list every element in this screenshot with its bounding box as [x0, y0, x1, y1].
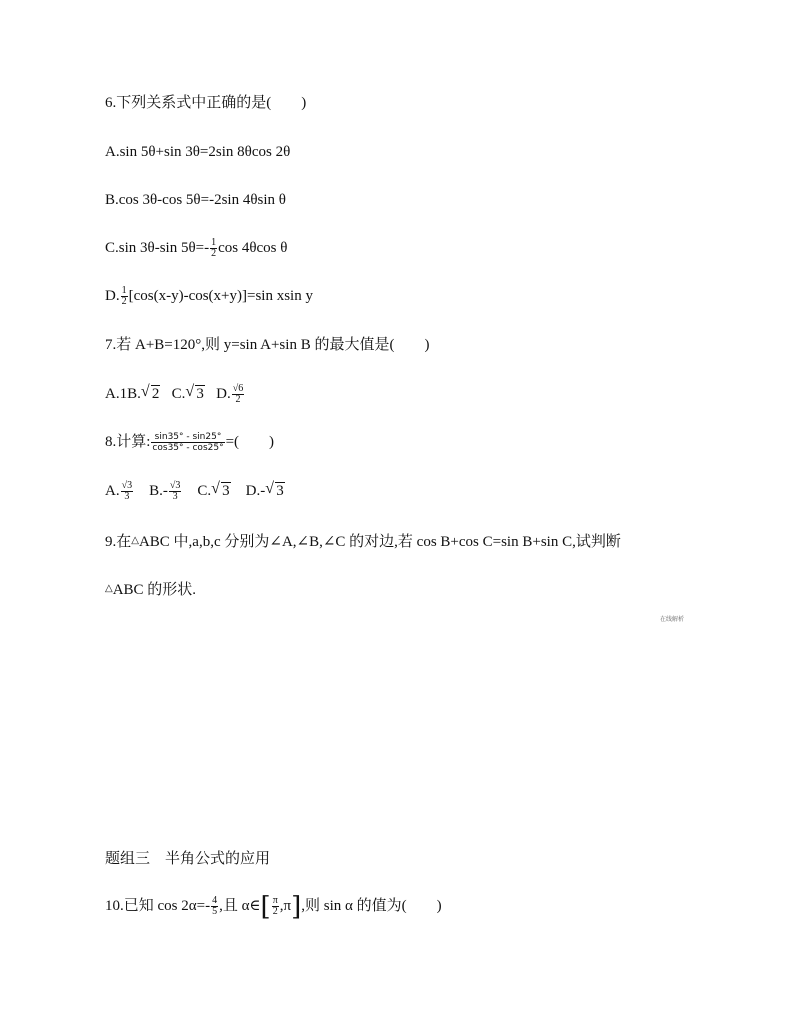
q10-fraction: $\frac{4}{5}$ [212, 895, 218, 918]
q6-c-den: 2 [211, 248, 217, 260]
section-title: 题组三 半角公式的应用 [105, 849, 271, 867]
q9-line1 [105, 531, 621, 552]
q7-option-c: C. [171, 386, 186, 402]
q7-b-sqrt: √ 2 [140, 383, 160, 402]
q6-d-fraction [121, 286, 128, 307]
q8-stem-post: =( ) [225, 434, 275, 450]
q10-stem [105, 892, 442, 922]
q8-den: cos35° - cos25° [152, 443, 224, 454]
q10-post: ,则 sin α 的值为( ) [301, 898, 442, 914]
q6-d-den: 2 [121, 296, 127, 308]
q6-stem: 6.下列关系式中正确的是( ) [105, 95, 307, 111]
q8-a-fraction: $\frac{√3}{3}$ [121, 480, 133, 503]
q8-options [105, 481, 285, 502]
q6-c-num: 1 [211, 237, 217, 249]
q7-d-fraction: $\frac{√6}{2}$ [232, 383, 244, 406]
q6-option-c [105, 238, 287, 259]
q9-text2: ABC 的形状. [112, 582, 197, 598]
q8-stem [105, 432, 274, 453]
q7-c-sqrt: √ 3 [185, 383, 204, 402]
watermark-label: 在线解析 [660, 616, 685, 623]
q9-pre: 9.在 [105, 534, 132, 550]
q6-d-post: [cos(x-y)-cos(x+y)]=sin xsin y [128, 288, 313, 304]
q7-stem: 7.若 A+B=120°,则 y=sin A+sin B 的最大值是( ) [105, 337, 430, 353]
q6-c-post: cos 4θcos θ [218, 240, 288, 256]
q6-d-pre: D. [105, 288, 120, 304]
q8-option-d: D.- [245, 483, 266, 499]
q10-interval-fraction: $\frac{\pi}{2}$ [272, 895, 278, 918]
q10-pre: 10.已知 cos 2α=- [105, 898, 211, 914]
q8-d-sqrt: √ 3 [265, 480, 284, 499]
q6-option-d [105, 286, 313, 307]
q8-b-fraction: $\frac{√3}{3}$ [169, 480, 181, 503]
q9-text1: ABC 中,a,b,c 分别为∠A,∠B,∠C 的对边,若 cos B+cos C=sin B+sin C,试判断 [138, 534, 621, 550]
q7-option-a: A.1 [105, 386, 128, 402]
q6-d-num: 1 [121, 285, 127, 297]
q10-interval-post: ,π [279, 898, 292, 914]
q8-option-c: C. [197, 483, 212, 499]
q9-line2 [105, 579, 196, 600]
right-bracket-icon: ] [291, 892, 302, 922]
q8-fraction [151, 432, 224, 453]
q6-c-fraction [210, 238, 217, 259]
q7-option-d: D. [216, 386, 231, 402]
q6-c-pre: C.sin 3θ-sin 5θ=- [105, 240, 210, 256]
q8-c-sqrt: √ 3 [211, 480, 230, 499]
q7-option-b: B. [127, 386, 141, 402]
q10-mid: ,且 α∈ [219, 898, 261, 914]
q8-option-a: A. [105, 483, 120, 499]
q8-stem-pre: 8.计算: [105, 434, 151, 450]
q7-options [105, 384, 245, 405]
q6-option-b: B.cos 3θ-cos 5θ=-2sin 4θsin θ [105, 192, 286, 208]
q8-num: sin35° - sin25° [151, 432, 224, 443]
triangle-icon: △ [131, 535, 139, 546]
left-bracket-icon: [ [260, 892, 271, 922]
triangle-icon: △ [105, 583, 113, 594]
q6-option-a: A.sin 5θ+sin 3θ=2sin 8θcos 2θ [105, 144, 291, 160]
q8-option-b: B.- [149, 483, 168, 499]
